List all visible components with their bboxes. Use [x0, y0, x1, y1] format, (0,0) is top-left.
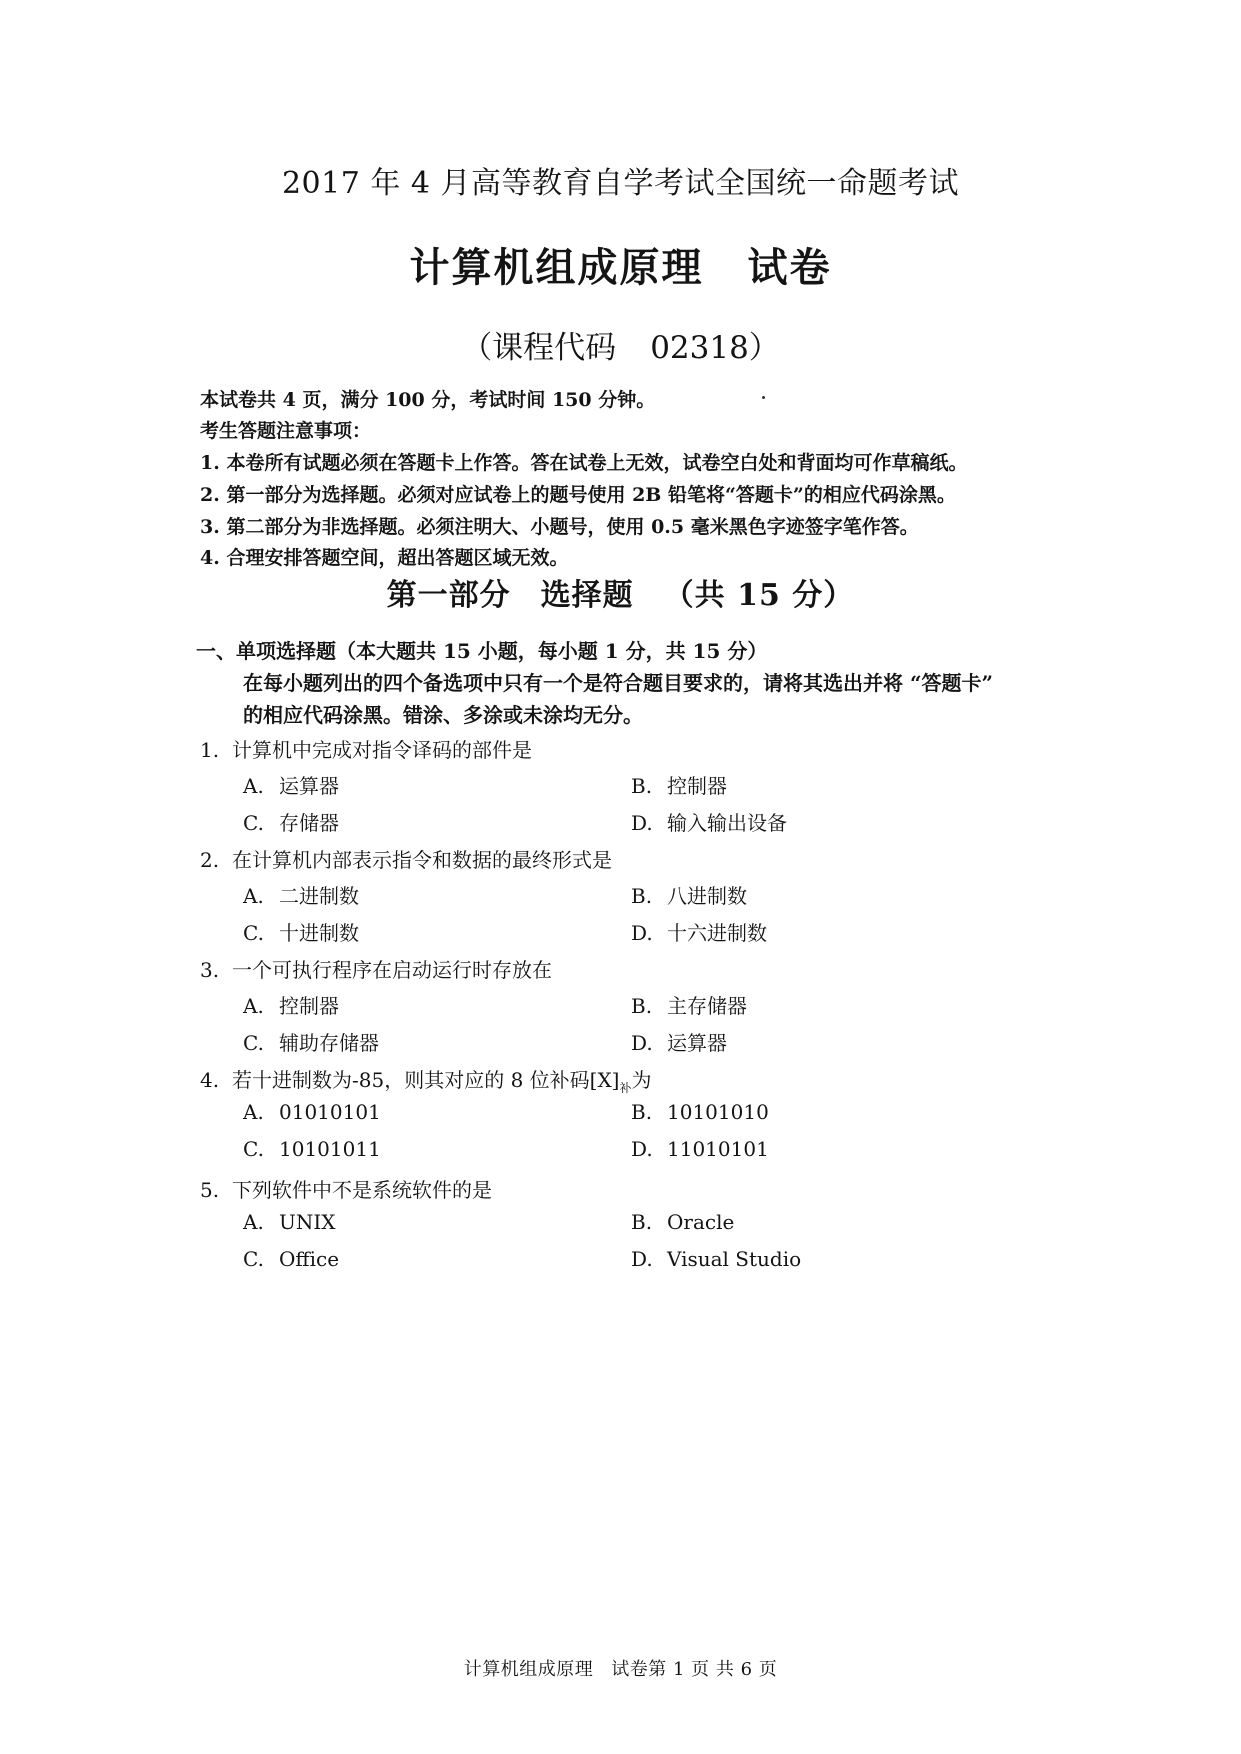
course-code — [0, 322, 1241, 367]
section-instruction: 在每小题列出的四个备选项中只有一个是符合题目要求的，请将其选出并将 “答题卡” — [243, 671, 993, 695]
page-footer — [0, 1655, 1241, 1681]
option — [243, 1137, 381, 1161]
option-letter: D. — [631, 811, 653, 835]
option — [243, 1247, 339, 1271]
option-text: 十进制数 — [279, 921, 359, 945]
exam-info: 本试卷共 4 页，满分 100 分，考试时间 150 分钟。 — [200, 389, 656, 411]
option — [631, 1210, 734, 1234]
question-number: 1. — [200, 738, 220, 762]
option-text: 控制器 — [279, 994, 339, 1018]
option-letter: A. — [243, 1100, 264, 1124]
question-text: 计算机中完成对指令译码的部件是 — [232, 738, 532, 762]
question-text: 若十进制数为-85，则其对应的 8 位补码[X] — [232, 1068, 620, 1092]
option-text: Visual Studio — [667, 1247, 802, 1271]
course-code-label: （课程代码 — [461, 330, 617, 366]
part-subtitle: 选择题 — [540, 578, 634, 613]
subject-name: 计算机组成原理 — [409, 244, 704, 291]
section-instruction: 的相应代码涂黑。错涂、多涂或未涂均无分。 — [243, 703, 643, 727]
scan-speck — [762, 396, 765, 399]
page-number: 试卷第 1 页 共 6 页 — [611, 1659, 778, 1680]
part-title: 第一部分 — [386, 578, 511, 613]
part-score: （共 15 分） — [663, 578, 855, 613]
option-letter: C. — [243, 1031, 264, 1055]
question-number: 3. — [200, 958, 220, 982]
question-stem — [200, 954, 552, 983]
option-text: 二进制数 — [279, 884, 359, 908]
option-text: 输入输出设备 — [667, 811, 787, 835]
option-text: Office — [279, 1247, 340, 1271]
footer-subject: 计算机组成原理 — [463, 1659, 594, 1680]
option-text: UNIX — [279, 1210, 336, 1234]
section-heading: 一、单项选择题（本大题共 15 小题，每小题 1 分，共 15 分） — [196, 639, 768, 663]
notice-item: 2. 第一部分为选择题。必须对应试卷上的题号使用 2B 铅笔将“答题卡”的相应代码涂黑。 — [200, 484, 956, 506]
option — [631, 1100, 769, 1124]
option-letter: C. — [243, 811, 264, 835]
course-code-value: 02318） — [650, 330, 780, 366]
option — [631, 990, 747, 1019]
option — [243, 990, 339, 1019]
option-text: 主存储器 — [667, 994, 747, 1018]
question-text: 一个可执行程序在启动运行时存放在 — [232, 958, 552, 982]
option — [631, 917, 767, 946]
option-text: 01010101 — [279, 1100, 381, 1124]
subscript-complement: 补 — [619, 1081, 632, 1095]
option-text: 存储器 — [279, 811, 339, 835]
option-letter: A. — [243, 994, 264, 1018]
option-letter: D. — [631, 1031, 653, 1055]
option — [631, 807, 787, 836]
question-stem — [200, 844, 612, 873]
question-stem — [200, 1174, 492, 1203]
option-letter: C. — [243, 1137, 264, 1161]
paper-label: 试卷 — [747, 244, 832, 291]
question-text: 在计算机内部表示指令和数据的最终形式是 — [232, 848, 612, 872]
question-text-suffix: 为 — [631, 1068, 652, 1092]
option-letter: A. — [243, 884, 264, 908]
option-letter: B. — [631, 884, 653, 908]
option-letter: D. — [631, 1137, 653, 1161]
notice-item: 1. 本卷所有试题必须在答题卡上作答。答在试卷上无效，试卷空白处和背面均可作草稿纸。 — [200, 452, 968, 474]
option-letter: D. — [631, 1247, 653, 1271]
option — [243, 807, 339, 836]
option-letter: C. — [243, 921, 264, 945]
question-stem — [200, 1064, 652, 1096]
option-text: 辅助存储器 — [279, 1031, 379, 1055]
option-text: 十六进制数 — [667, 921, 767, 945]
option — [243, 880, 359, 909]
option — [631, 1137, 769, 1161]
exam-title — [0, 236, 1241, 293]
option-text: 运算器 — [667, 1031, 727, 1055]
option-letter: B. — [631, 1210, 653, 1234]
option-text: 运算器 — [279, 774, 339, 798]
option-letter: B. — [631, 774, 653, 798]
part-heading — [0, 570, 1241, 614]
option-text: 10101011 — [279, 1137, 381, 1161]
question-number: 5. — [200, 1178, 220, 1202]
option-letter: A. — [243, 774, 264, 798]
option — [631, 770, 727, 799]
option — [243, 1027, 379, 1056]
option — [631, 1247, 801, 1271]
option-letter: B. — [631, 1100, 653, 1124]
option-letter: C. — [243, 1247, 264, 1271]
notice-item: 3. 第二部分为非选择题。必须注明大、小题号，使用 0.5 毫米黑色字迹签字笔作答。 — [200, 516, 919, 538]
question-number: 4. — [200, 1068, 220, 1092]
question-text: 下列软件中不是系统软件的是 — [232, 1178, 492, 1202]
option-text: 八进制数 — [667, 884, 747, 908]
option-text: 10101010 — [667, 1100, 769, 1124]
option-letter: B. — [631, 994, 653, 1018]
option-letter: A. — [243, 1210, 264, 1234]
notice-heading: 考生答题注意事项： — [200, 420, 372, 442]
exam-header: 2017 年 4 月高等教育自学考试全国统一命题考试 — [281, 166, 960, 201]
option — [243, 1100, 381, 1124]
option-text: 控制器 — [667, 774, 727, 798]
option — [243, 770, 339, 799]
question-number: 2. — [200, 848, 220, 872]
notice-item: 4. 合理安排答题空间，超出答题区域无效。 — [200, 547, 569, 569]
option — [243, 917, 359, 946]
question-stem — [200, 734, 532, 763]
option — [243, 1210, 336, 1234]
option-text: 11010101 — [667, 1137, 769, 1161]
option-letter: D. — [631, 921, 653, 945]
option — [631, 880, 747, 909]
option-text: Oracle — [667, 1210, 735, 1234]
option — [631, 1027, 727, 1056]
